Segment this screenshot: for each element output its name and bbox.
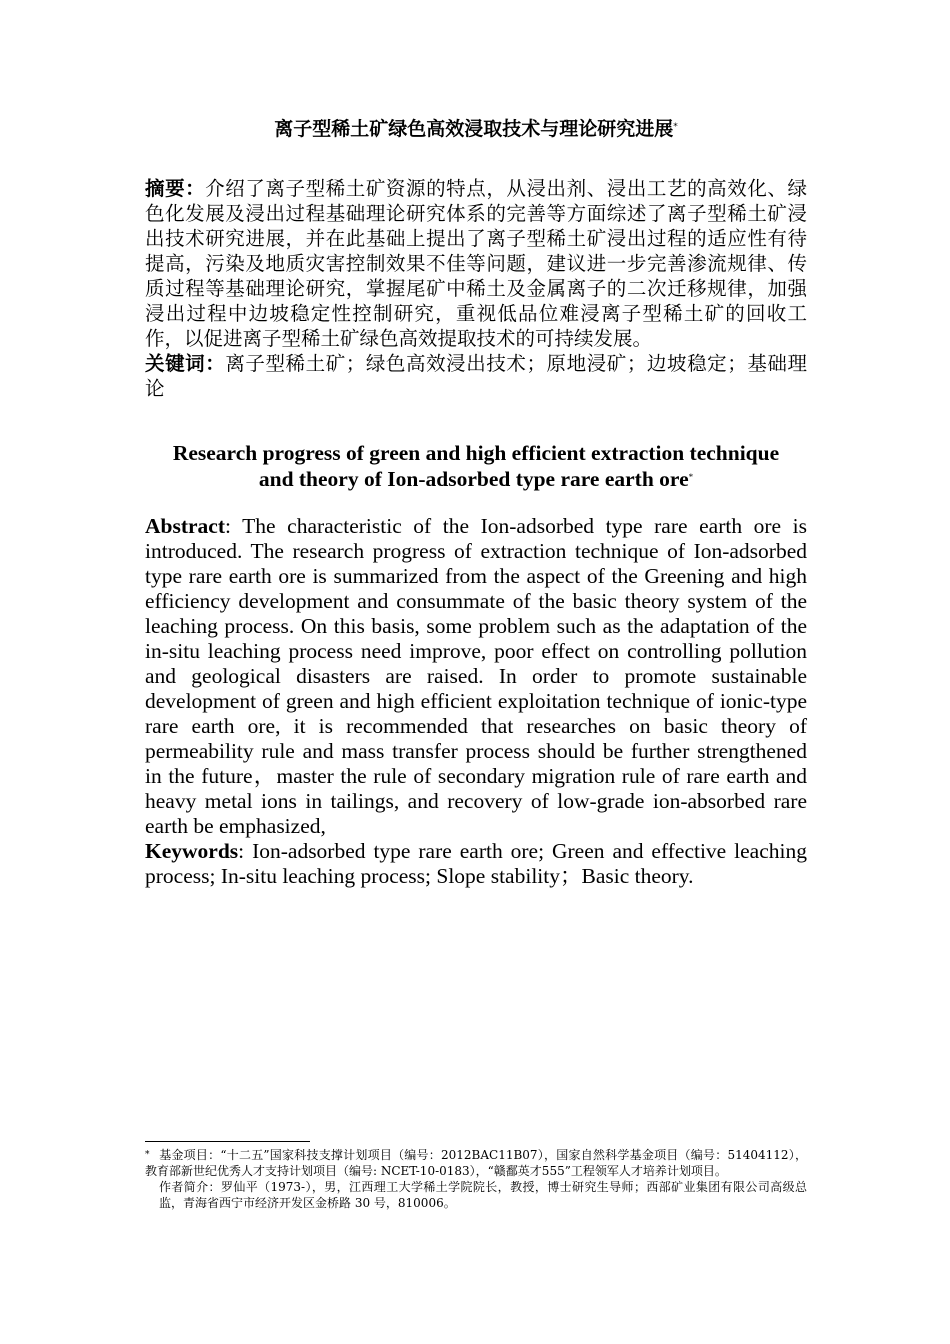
chinese-abstract-text: 介绍了离子型稀土矿资源的特点，从浸出剂、浸出工艺的高效化、绿色化发展及浸出过程基础理论研究体系的完善等方面综述了离子型稀土矿浸出技术研究进展，并在此基础上提出了离子型稀土矿浸出过程的适应性有待提高，污染及地质灾害控制效果不佳等问题，建议进一步完善渗流规律、传质过程等基础理论研究，掌握尾矿中稀土及金属离子的二次迁移规律，加强浸出过程中边坡稳定性控制研究，重视低品位难浸离子型稀土矿的回收工作，以促进离子型稀土矿绿色高效提取技术的可持续发展。 bbox=[145, 177, 807, 350]
footnote-separator bbox=[145, 1141, 310, 1142]
title-footnote-marker: * bbox=[673, 122, 678, 132]
english-abstract bbox=[145, 514, 807, 839]
english-abstract-label: Abstract bbox=[145, 514, 226, 538]
chinese-keywords-label: 关键词： bbox=[145, 352, 226, 375]
english-abstract-text: : The characteristic of the Ion-adsorbed type rare earth ore is introduced. The research progress of extraction technique of Ion-adsorbed type rare earth ore is summarized from the aspect of the Greening and high efficiency development and consummate of the basic theory system of the leaching process. On this basis, some problem such as the adaptation of the in-situ leaching process need improve, poor effect on controlling pollution and geological disasters are raised. In order to promote sustainable development of green and high efficient exploitation technique of ionic-type rare earth ore, it is recommended that researches on basic theory of permeability rule and mass transfer process should be further strengthened in the future，master the rule of secondary migration rule of rare earth and heavy metal ions in tailings, and recovery of low-grade ion-absorbed rare earth be emphasized, bbox=[145, 514, 807, 838]
footnote-marker: * bbox=[145, 1150, 150, 1160]
chinese-title: 离子型稀土矿绿色高效浸取技术与理论研究进展* bbox=[274, 118, 678, 140]
english-title bbox=[145, 440, 807, 492]
chinese-abstract-block bbox=[145, 176, 807, 401]
footnote-funding bbox=[145, 1147, 807, 1179]
chinese-abstract-label: 摘要： bbox=[145, 177, 206, 200]
english-abstract-block bbox=[145, 514, 807, 889]
english-title-line-1: Research progress of green and high efficient extraction technique bbox=[172, 441, 780, 465]
chinese-abstract bbox=[145, 176, 807, 351]
footnote bbox=[145, 1147, 807, 1211]
chinese-keywords-text: 离子型稀土矿；绿色高效浸出技术；原地浸矿；边坡稳定；基础理论 bbox=[145, 352, 807, 400]
footnote-funding-text: 基金项目：“十二五”国家科技支撑计划项目（编号：2012BAC11B07），国家自然科学基金项目（编号：51404112），教育部新世纪优秀人才支持计划项目（编号: NCET-10-0183），“赣鄱英才555”工程领军人才培养计划项目。 bbox=[145, 1148, 807, 1178]
english-keywords-label: Keywords bbox=[145, 839, 239, 863]
chinese-keywords bbox=[145, 351, 807, 401]
english-title-line-2: and theory of Ion-adsorbed type rare earth ore bbox=[258, 467, 689, 491]
english-keywords-text: : Ion-adsorbed type rare earth ore; Green and effective leaching process; In-situ leaching process; Slope stability；Basic theory. bbox=[145, 839, 807, 888]
english-title-footnote-marker: * bbox=[688, 472, 694, 482]
english-keywords bbox=[145, 839, 807, 889]
footnote-author: 作者简介：罗仙平（1973-），男，江西理工大学稀土学院院长，教授，博士研究生导师；西部矿业集团有限公司高级总监，青海省西宁市经济开发区金桥路 30 号，810006。 bbox=[159, 1180, 807, 1210]
english-title-line-2-wrap bbox=[145, 466, 807, 492]
